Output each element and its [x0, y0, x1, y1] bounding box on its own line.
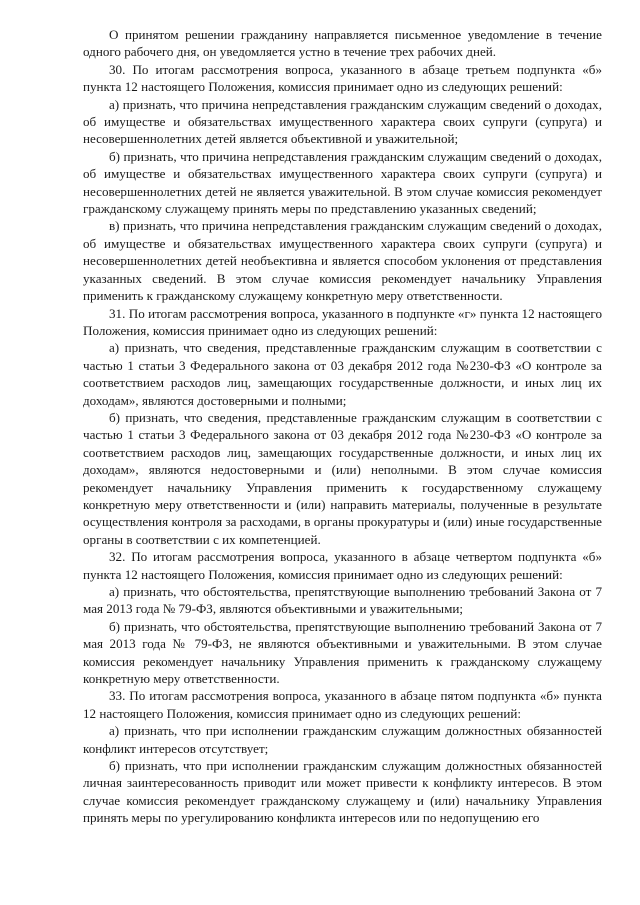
document-body: [83, 26, 602, 827]
paragraph-item-32: 32. По итогам рассмотрения вопроса, указанного в абзаце четвертом подпункта «б» пункта 12 настоящего Положения, комиссия принимает одно из следующих решений:: [83, 549, 602, 582]
paragraph-item-32-b: б) признать, что обстоятельства, препятствующие выполнению требований Закона от 7 мая 2013 года № 79-ФЗ, не являются объективными и уважительными. В этом случае комиссия рекомендует начальнику Управления применить к гражданскому служащему конкретную меру ответственности.: [83, 618, 602, 687]
paragraph-item-30-v: в) признать, что причина непредставления гражданским служащим сведений о доходах, об имуществе и обязательствах имущественного характера своих супруги (супруга) и несовершеннолетних детей необъективна и является способом уклонения от представления указанных сведений. В этом случае комиссия рекомендует начальнику Управления применить к гражданскому служащему конкретную меру ответственности.: [83, 218, 602, 304]
paragraph-item-31-a: а) признать, что сведения, представленные гражданским служащим в соответствии с частью 1 статьи 3 Федерального закона от 03 декабря 2012 года №230-ФЗ «О контроле за соответствием расходов лиц, замещающих государственные должности, и иных лиц их доходам», являются достоверными и полными;: [83, 340, 602, 408]
paragraph-item-33-a: а) признать, что при исполнении гражданским служащим должностных обязанностей конфликт интересов отсутствует;: [83, 723, 602, 756]
paragraph-item-30: 30. По итогам рассмотрения вопроса, указанного в абзаце третьем подпункта «б» пункта 12 настоящего Положения, комиссия принимает одно из следующих решений:: [83, 61, 602, 95]
paragraph-item-30-a: а) признать, что причина непредставления гражданским служащим сведений о доходах, об имуществе и обязательствах имущественного характера своих супруги (супруга) и несовершеннолетних детей является объективной и уважительной;: [83, 96, 602, 147]
paragraph-item-32-a: а) признать, что обстоятельства, препятствующие выполнению требований Закона от 7 мая 2013 года № 79-ФЗ, являются объективными и уважительными;: [83, 584, 602, 617]
paragraph-item-30-b: б) признать, что причина непредставления гражданским служащим сведений о доходах, об имуществе и обязательствах имущественного характера своих супруги (супруга) и несовершеннолетних детей не является уважительной. В этом случае комиссия рекомендует гражданскому служащему принять меры по представлению указанных сведений;: [83, 148, 602, 217]
paragraph-item-33: 33. По итогам рассмотрения вопроса, указанного в абзаце пятом подпункта «б» пункта 12 настоящего Положения, комиссия принимает одно из следующих решений:: [83, 688, 602, 721]
paragraph-item-31-b: б) признать, что сведения, представленные гражданским служащим в соответствии с частью 1 статьи 3 Федерального закона от 03 декабря 2012 года №230-ФЗ «О контроле за соответствием расходов лиц, замещающих государственные должности, и иных лиц их доходам», являются недостоверными и (или) неполными. В этом случае комиссия рекомендует начальнику Управления применить к государственному служащему конкретную меру ответственности и (или) направить материалы, полученные в результате осуществления контроля за расходами, в органы прокуратуры и (или) иные государственные органы в соответствии с их компетенцией.: [83, 409, 602, 547]
paragraph-notification: О принятом решении гражданину направляется письменное уведомление в течение одного рабочего дня, он уведомляется устно в течение трех рабочих дней.: [83, 27, 602, 60]
paragraph-item-33-b: б) признать, что при исполнении гражданским служащим должностных обязанностей личная заинтересованность приводит или может привести к конфликту интересов. В этом случае комиссия рекомендует гражданскому служащему и (или) начальнику Управления принять меры по урегулированию конфликта интересов или по недопущению его: [83, 758, 602, 826]
paragraph-item-31: 31. По итогам рассмотрения вопроса, указанного в подпункте «г» пункта 12 настоящего Положения, комиссия принимает одно из следующих решений:: [83, 305, 602, 338]
